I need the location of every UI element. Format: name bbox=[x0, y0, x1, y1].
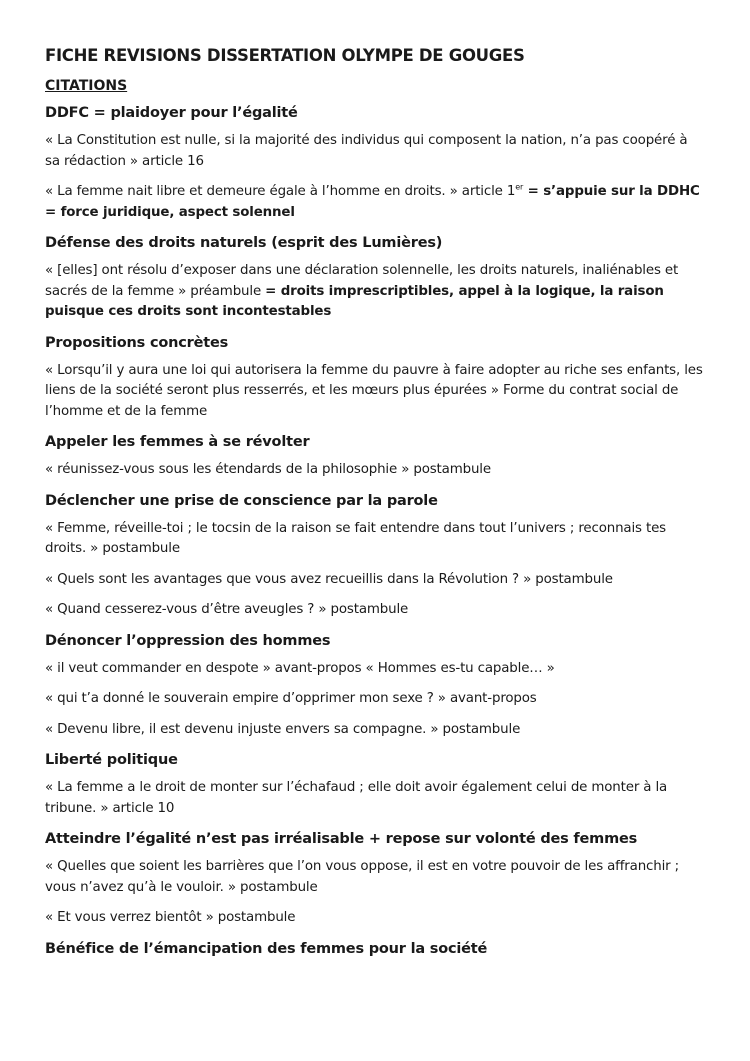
section-heading: Propositions concrètes bbox=[45, 334, 229, 351]
quote-text: « [elles] ont résolu d’exposer dans une déclaration solennelle, les droits naturels, inaliénables et sacrés de la femme » préambule bbox=[45, 263, 679, 299]
quote-paragraph bbox=[45, 361, 705, 423]
section-heading: Bénéfice de l’émancipation des femmes pour la société bbox=[45, 940, 488, 957]
quote-text: « qui t’a donné le souverain empire d’opprimer mon sexe ? » avant-propos bbox=[45, 691, 537, 706]
sections-container bbox=[45, 105, 705, 957]
section-heading: Liberté politique bbox=[45, 752, 178, 768]
quote-analysis: = s’appuie sur la DDHC = force juridique, aspect solennel bbox=[45, 184, 700, 220]
section-heading: Défense des droits naturels (esprit des Lumières) bbox=[45, 235, 443, 251]
quote-text: « Devenu libre, il est devenu injuste envers sa compagne. » postambule bbox=[45, 721, 521, 737]
quote-text: « La femme a le droit de monter sur l’échafaud ; elle doit avoir également celui de monter à la tribune. » article 10 bbox=[45, 780, 668, 816]
quote-text: « La femme nait libre et demeure égale à l’homme en droits. » article 1 bbox=[45, 184, 516, 199]
quote-text: « Lorsqu’il y aura une loi qui autorisera la femme du pauvre à faire adopter au riche ses enfants, les liens de la société seront plus resserrés, et les mœurs plus épurées » Forme du contrat social de l’homme et de la femme bbox=[45, 362, 703, 419]
quote-text: « il veut commander en despote » avant-propos « Hommes es-tu capable… » bbox=[45, 660, 555, 676]
quote-text: « Quels sont les avantages que vous avez recueillis dans la Révolution ? » postambule bbox=[45, 571, 613, 587]
section-heading: Déclencher une prise de conscience par la parole bbox=[45, 492, 438, 509]
quote-paragraph bbox=[45, 720, 705, 741]
quote-paragraph bbox=[45, 778, 705, 819]
section-heading: Dénoncer l’oppression des hommes bbox=[45, 632, 331, 649]
quote-paragraph bbox=[45, 261, 705, 323]
quote-text: « Femme, réveille-toi ; le tocsin de la raison se fait entendre dans tout l’univers ; reconnais tes droits. » postambule bbox=[45, 520, 666, 556]
quote-text: « réunissez-vous sous les étendards de la philosophie » postambule bbox=[45, 462, 491, 477]
document-title: FICHE REVISIONS DISSERTATION OLYMPE DE GOUGES bbox=[45, 46, 525, 65]
quote-analysis: = droits imprescriptibles, appel à la logique, la raison puisque ces droits sont incontestables bbox=[45, 283, 664, 319]
quote-paragraph bbox=[45, 659, 705, 680]
quote-paragraph bbox=[45, 182, 705, 223]
quote-paragraph bbox=[45, 908, 705, 929]
section-heading: Appeler les femmes à se révolter bbox=[45, 434, 310, 450]
quote-text: « La Constitution est nulle, si la majorité des individus qui composent la nation, n’a pas coopéré à sa rédaction » article 16 bbox=[45, 133, 688, 169]
citations-label: CITATIONS bbox=[45, 78, 128, 94]
quote-paragraph bbox=[45, 131, 705, 172]
quote-paragraph bbox=[45, 570, 705, 591]
quote-text: « Quelles que soient les barrières que l’on vous oppose, il est en votre pouvoir de les affranchir ; vous n’avez qu’à le vouloir. » postambule bbox=[45, 859, 680, 895]
section-heading: DDFC = plaidoyer pour l’égalité bbox=[45, 105, 298, 121]
section-heading: Atteindre l’égalité n’est pas irréalisable + repose sur volonté des femmes bbox=[45, 831, 638, 847]
quote-paragraph bbox=[45, 460, 705, 481]
quote-paragraph bbox=[45, 857, 705, 898]
quote-paragraph bbox=[45, 689, 705, 710]
quote-text: « Et vous verrez bientôt » postambule bbox=[45, 910, 296, 925]
quote-text: « Quand cesserez-vous d’être aveugles ? » postambule bbox=[45, 602, 409, 617]
quote-superscript: er bbox=[515, 182, 524, 192]
quote-paragraph bbox=[45, 600, 705, 621]
document-page bbox=[45, 46, 705, 967]
quote-paragraph bbox=[45, 519, 705, 560]
